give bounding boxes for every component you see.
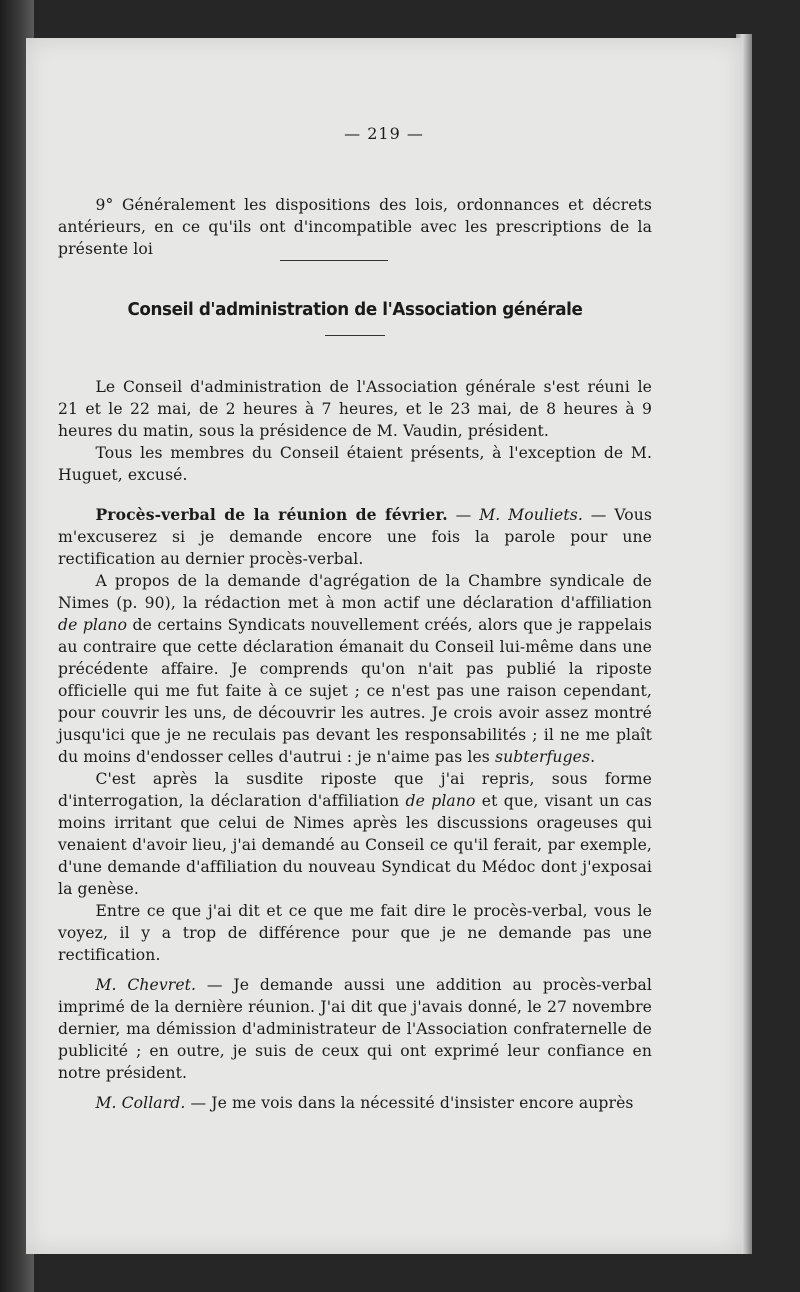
- paragraph-chevret: [58, 974, 652, 1084]
- speaker-chevret: M. Chevret.: [95, 976, 197, 994]
- text-span: A propos de la demande d'agrégation de la Chambre syndicale de Nimes (p. 90), la rédaction met à mon actif une déclaration d'affiliation: [58, 572, 652, 612]
- text-span: de certains Syndicats nouvellement créés, alors que je rappelais au contraire que cette déclaration émanait du Conseil lui-même dans une précédente affaire. Je comprends qu'on n'ait pas publié la riposte officielle qui me fut faite à ce sujet ; ce n'est pas une raison cependant, pour couvrir les uns, de découvrir les autres. Je crois avoir assez montré jusqu'ici que je ne reculais pas devant les responsabilités ; il ne me plaît du moins d'endosser celles d'autrui : je n'aime pas les: [58, 616, 652, 766]
- paragraph-rectification: Entre ce que j'ai dit et ce que me fait dire le procès-verbal, vous le voyez, il y a trop de différence pour que je ne demande pas une rectification.: [58, 902, 652, 964]
- section-heading: Conseil d'administration de l'Association générale: [127, 299, 583, 320]
- paragraph-intro-2: Tous les membres du Conseil étaient présents, à l'exception de M. Huguet, excusé.: [58, 444, 652, 484]
- subsection-title: Procès-verbal de la réunion de février.: [95, 505, 448, 524]
- paragraph-riposte: [58, 768, 652, 900]
- heading-rule: [325, 335, 385, 336]
- text-span: — Je demande aussi une addition au procès-verbal imprimé de la dernière réunion. J'ai dit que j'avais donné, le 27 novembre dernier, ma démission d'administrateur de l'Association confraternelle de publicité ; en outre, je suis de ceux qui ont exprimé leur confiance en notre président.: [58, 976, 652, 1082]
- page-number: — 219 —: [344, 124, 424, 143]
- italic-span: de plano: [58, 616, 128, 634]
- paragraph-intro-1: Le Conseil d'administration de l'Association générale s'est réuni le 21 et le 22 mai, de 2 heures à 7 heures, et le 23 mai, de 8 heures à 9 heures du matin, sous la présidence de M. Vaudin, président.: [58, 378, 652, 440]
- paragraph-collard: [58, 1092, 652, 1114]
- speaker-mouliets: — M. Mouliets.: [455, 506, 583, 524]
- page-content: [58, 122, 652, 1114]
- speaker-collard: M. Collard.: [95, 1094, 186, 1112]
- text-span: — Je me vois dans la nécessité d'insister encore auprès: [185, 1094, 634, 1112]
- paragraph-item-9: 9° Généralement les dispositions des lois, ordonnances et décrets antérieurs, en ce qu'ils ont d'incompatible avec les prescriptions de la présente loi: [58, 196, 652, 258]
- paragraph-proces-verbal: [58, 504, 652, 570]
- text-span: et que, visant un cas moins irritant que celui de Nimes après les discussions orageuses qui venaient d'avoir lieu, j'ai demandé au Conseil ce qu'il ferait, par exemple, d'une demande d'affiliation du nouveau Syndicat du Médoc dont j'exposai la genèse.: [58, 792, 652, 898]
- text-span: .: [590, 748, 596, 766]
- paragraph-a-propos: [58, 570, 652, 768]
- speech-text: — Vous m'excuserez si je demande encore une fois la parole pour une rectification au dernier procès-verbal.: [58, 506, 653, 568]
- italic-span: de plano: [405, 792, 476, 810]
- italic-span: subterfuges: [494, 748, 591, 766]
- document-page: [26, 38, 742, 1254]
- separator-rule: [280, 260, 388, 261]
- text-span: C'est après la susdite riposte que j'ai repris, sous forme d'interrogation, la déclaration d'affiliation: [58, 770, 652, 810]
